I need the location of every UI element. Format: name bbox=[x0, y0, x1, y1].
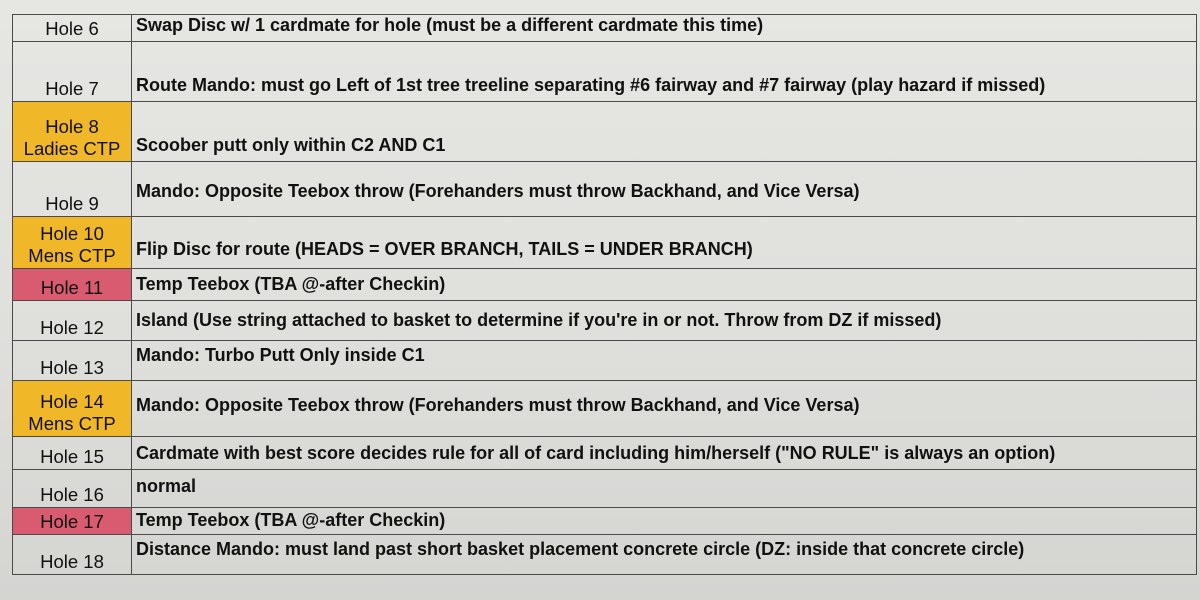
hole-cell bbox=[13, 162, 132, 217]
hole-cell bbox=[13, 341, 132, 381]
hole-cell bbox=[13, 15, 132, 42]
rule-cell: Scoober putt only within C2 AND C1 bbox=[132, 102, 1197, 162]
hole-label: Hole 6 bbox=[45, 17, 99, 39]
hole-label: Hole 15 bbox=[40, 445, 104, 467]
hole-cell bbox=[13, 102, 132, 162]
hole-cell bbox=[13, 381, 132, 437]
hole-label: Hole 8 bbox=[45, 116, 99, 138]
rule-cell: Flip Disc for route (HEADS = OVER BRANCH, TAILS = UNDER BRANCH) bbox=[132, 217, 1197, 269]
rule-cell: Mando: Turbo Putt Only inside C1 bbox=[132, 341, 1197, 381]
hole-label: Hole 16 bbox=[40, 483, 104, 505]
hole-cell bbox=[13, 269, 132, 301]
hole-label: Hole 17 bbox=[40, 510, 104, 532]
hole-rules-table bbox=[12, 14, 1197, 575]
hole-cell bbox=[13, 437, 132, 470]
rule-cell: Swap Disc w/ 1 cardmate for hole (must be a different cardmate this time) bbox=[132, 15, 1197, 42]
rule-cell: Island (Use string attached to basket to determine if you're in or not. Throw from DZ if missed) bbox=[132, 301, 1197, 341]
table-row bbox=[13, 508, 1197, 535]
hole-label: Hole 18 bbox=[40, 550, 104, 572]
hole-label: Hole 10 bbox=[40, 223, 104, 245]
table-row bbox=[13, 42, 1197, 102]
hole-cell bbox=[13, 535, 132, 575]
table-row bbox=[13, 301, 1197, 341]
hole-label: Hole 11 bbox=[40, 276, 104, 298]
rule-cell: Cardmate with best score decides rule for all of card including him/herself ("NO RULE" is always an option) bbox=[132, 437, 1197, 470]
rule-cell: Temp Teebox (TBA @-after Checkin) bbox=[132, 269, 1197, 301]
table-row bbox=[13, 269, 1197, 301]
table-row bbox=[13, 341, 1197, 381]
rule-cell: Temp Teebox (TBA @-after Checkin) bbox=[132, 508, 1197, 535]
table-row bbox=[13, 470, 1197, 508]
hole-label: Hole 13 bbox=[40, 356, 104, 378]
rule-cell: Mando: Opposite Teebox throw (Forehanders must throw Backhand, and Vice Versa) bbox=[132, 381, 1197, 437]
table-row bbox=[13, 437, 1197, 470]
ctp-label: Ladies CTP bbox=[23, 137, 121, 159]
hole-cell bbox=[13, 301, 132, 341]
hole-label: Hole 12 bbox=[40, 316, 104, 338]
table-row bbox=[13, 162, 1197, 217]
table-row bbox=[13, 535, 1197, 575]
table-row bbox=[13, 102, 1197, 162]
hole-cell bbox=[13, 42, 132, 102]
ctp-label: Mens CTP bbox=[28, 412, 116, 434]
rule-cell: Mando: Opposite Teebox throw (Forehanders must throw Backhand, and Vice Versa) bbox=[132, 162, 1197, 217]
rule-cell: normal bbox=[132, 470, 1197, 508]
table-row bbox=[13, 381, 1197, 437]
hole-cell bbox=[13, 217, 132, 269]
hole-cell bbox=[13, 470, 132, 508]
ctp-label: Mens CTP bbox=[28, 244, 116, 266]
table-row bbox=[13, 15, 1197, 42]
hole-label: Hole 7 bbox=[45, 77, 99, 99]
table-row bbox=[13, 217, 1197, 269]
hole-label: Hole 9 bbox=[45, 192, 99, 214]
rule-cell: Route Mando: must go Left of 1st tree treeline separating #6 fairway and #7 fairway (play hazard if missed) bbox=[132, 42, 1197, 102]
hole-cell bbox=[13, 508, 132, 535]
rule-cell: Distance Mando: must land past short basket placement concrete circle (DZ: inside that concrete circle) bbox=[132, 535, 1197, 575]
hole-label: Hole 14 bbox=[40, 391, 104, 413]
